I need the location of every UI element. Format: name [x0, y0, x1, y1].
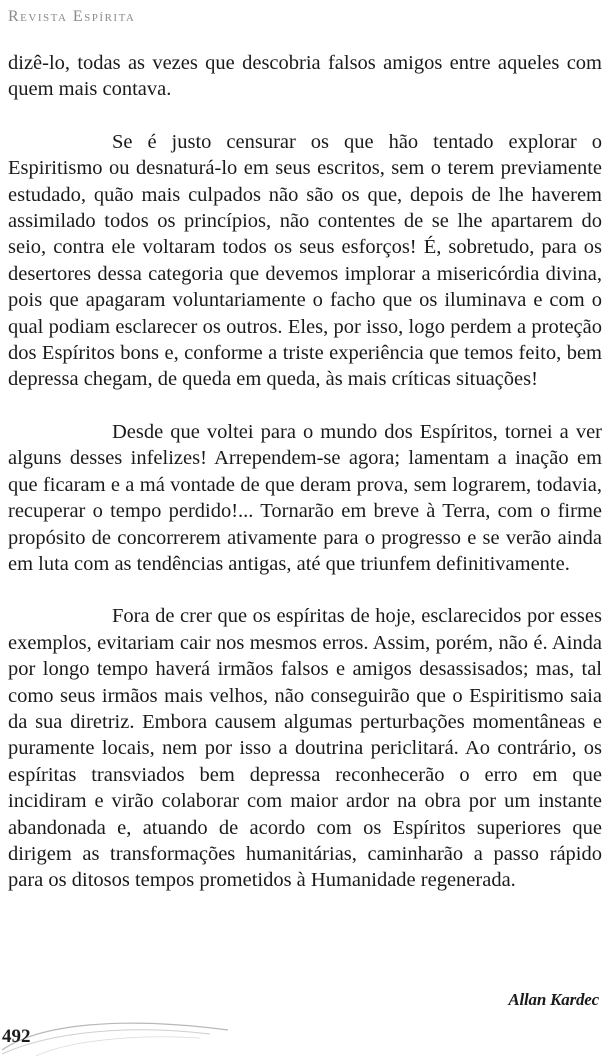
page-number: 492 — [2, 1026, 31, 1047]
paragraph: Desde que voltei para o mundo dos Espíritos, tornei a ver alguns desses infelizes! Arrependem-se agora; lamentam a inação em que ficaram e a má vontade de que deram prova, sem lograrem, todavia, recuperar o tempo perdido!... Tornarão em breve à Terra, com o firme propósito de concorrerem ativamente para o progresso e se verão ainda em luta com as tendências antigas, até que triunfem definitivamente. — [8, 420, 602, 575]
page-swoosh-ornament — [0, 1010, 230, 1056]
paragraph: Fora de crer que os espíritas de hoje, esclarecidos por esses exemplos, evitariam cair nos mesmos erros. Assim, porém, não é. Ainda por longo tempo haverá irmãos falsos e amigos desassisados; mas, tal como seus irmãos mais velhos, não conseguirão que o Espiritismo saia da sua diretriz. Embora causem algumas perturbações momentâneas e puramente locais, nem por isso a doutrina periclitará. Ao contrário, os espíritas transviados bem depressa reconhecerão o erro em que incidiram e virão colaborar com maior ardor na obra por um instante abandonada e, atuando de acordo com os Espíritos superiores que dirigem as transformações humanitárias, caminharão a passo rápido para os ditosos tempos prometidos à Humanidade regenerada. — [8, 605, 602, 892]
running-header: Revista Espírita — [8, 8, 136, 25]
paragraph: Se é justo censurar os que hão tentado explorar o Espiritismo ou desnaturá-lo em seus escritos, sem o terem previamente estudado, quão mais culpados não são os que, depois de lhe haverem assimilado todos os princípios, não contentes de se lhe apartarem do seio, contra ele voltaram todos os seus esforços! É, sobretudo, para os desertores dessa categoria que devemos implorar a misericórdia divina, pois que apagaram voluntariamente o facho que os iluminava e com o qual podiam esclarecer os outros. Eles, por isso, logo perdem a proteção dos Espíritos bons e, conforme a triste experiência que temos feito, bem depressa chegam, de queda em queda, às mais críticas situações! — [8, 130, 602, 391]
page-body — [8, 46, 602, 894]
paragraph-continuation: dizê-lo, todas as vezes que descobria falsos amigos entre aqueles com quem mais contava. — [8, 52, 602, 101]
author-signature: Allan Kardec — [508, 990, 599, 1009]
